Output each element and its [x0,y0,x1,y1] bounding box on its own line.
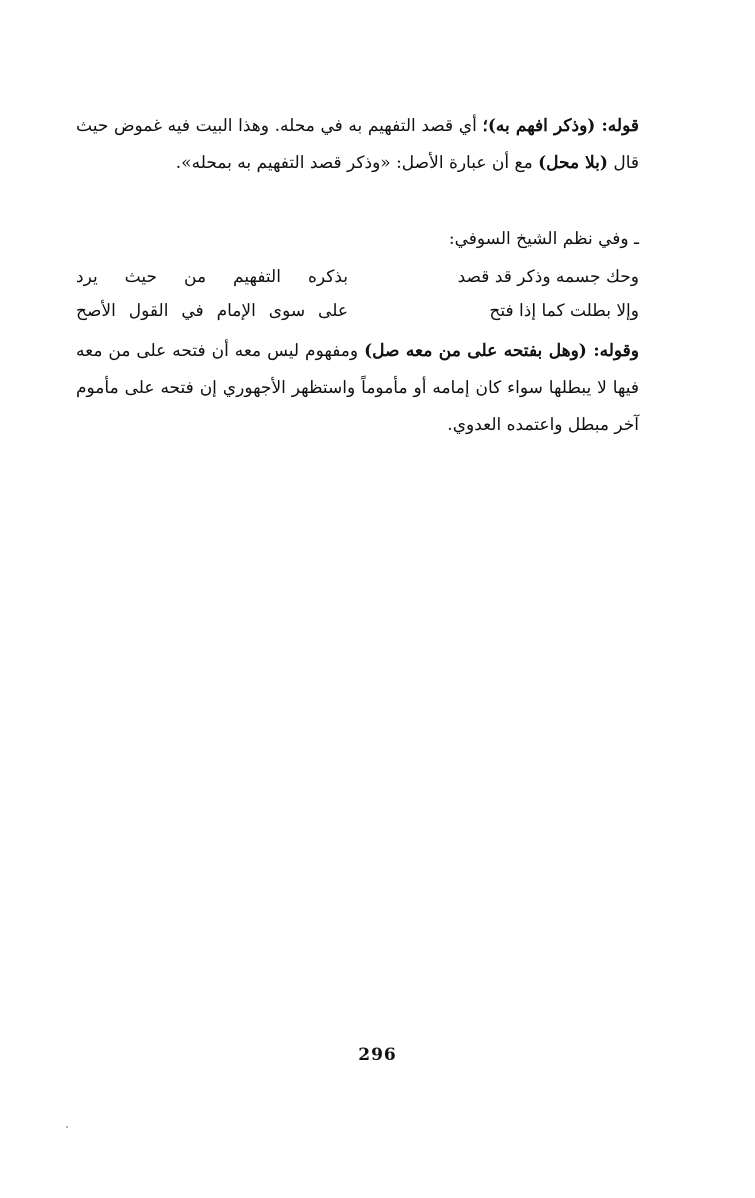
verse-line [76,260,639,294]
body-text: أي قصد التفهيم به في محله. وهذا البيت فيه غموض حيث قال [76,116,639,173]
verse-first-hemistich: وحك جسمه وذكر قد قصد [457,267,639,287]
body-text: مع أن عبارة الأصل: «وذكر قصد التفهيم به بمحله». [175,153,539,173]
paragraph-label: وقوله: [586,341,640,361]
paragraph-label: قوله: [595,116,639,136]
verse-line [76,294,639,328]
quoted-phrase: (وذكر افهم به)؛ [482,116,596,136]
page-number: 296 [358,1045,397,1065]
paragraph-commentary-2 [76,333,639,444]
scan-speck [66,1126,68,1128]
verse-second-hemistich: بذكره التفهيم من حيث يرد [76,267,348,287]
paragraph-commentary-1 [76,108,639,182]
verse-second-hemistich: على سوى الإمام في القول الأصح [76,301,348,321]
quoted-phrase: (بلا محل) [538,153,608,173]
quoted-phrase: (وهل بفتحه على من معه صل) [364,341,587,361]
verse-first-hemistich: وإلا بطلت كما إذا فتح [489,301,639,321]
body-text: ومفهوم ليس معه أن فتحه على من معه فيها لا يبطلها سواء كان إمامه أو مأموماً واستظهر الأجهوري إن فتحه على مأموم آخر مبطل واعتمده العدوي. [76,341,639,435]
verse-intro: ـ وفي نظم الشيخ السوفي: [448,229,639,249]
